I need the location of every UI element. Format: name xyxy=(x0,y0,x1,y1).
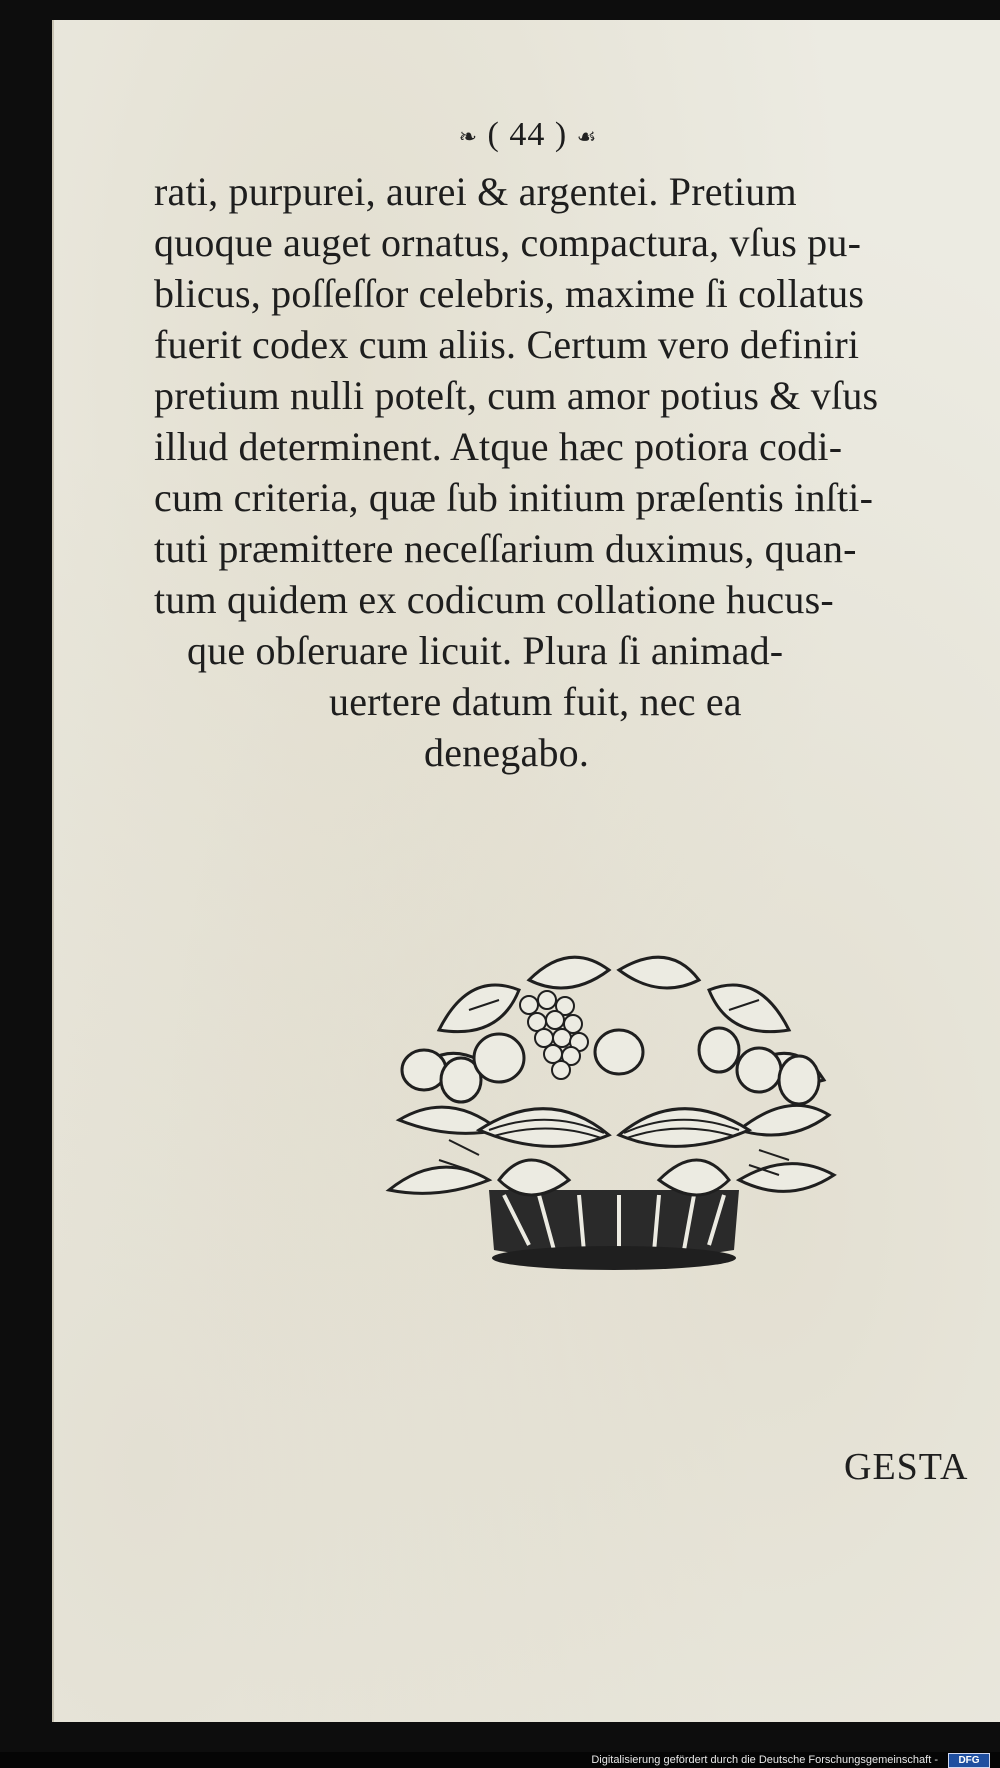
text-line: uertere datum fuit, nec ea xyxy=(329,679,742,724)
page-number: ( 44 ) xyxy=(487,116,568,153)
text-line: denegabo. xyxy=(424,730,590,775)
fruit-basket-woodcut-icon xyxy=(379,940,849,1280)
ornament-left-icon: ❧ xyxy=(458,124,479,150)
book-page xyxy=(52,20,1000,1722)
text-line: quoque auget ornatus, compactura, vſus pu- xyxy=(154,220,862,265)
text-line: tuti præmittere neceſſarium duximus, quan- xyxy=(154,526,857,571)
ornament-right-icon: ☙ xyxy=(576,124,598,150)
footer-bar xyxy=(0,1752,1000,1768)
text-line: cum criteria, quæ ſub initium præſentis inſti- xyxy=(154,475,874,520)
text-line: rati, purpurei, aurei & argentei. Pretium xyxy=(154,169,797,214)
footer-credit: Digitalisierung gefördert durch die Deutsche Forschungsgemeinschaft - xyxy=(591,1754,938,1766)
page-header xyxy=(54,116,1000,154)
text-line: que obſeruare licuit. Plura ſi animad- xyxy=(187,628,784,673)
dfg-logo: DFG xyxy=(948,1753,990,1768)
catchword: GESTA xyxy=(844,1446,969,1488)
text-line: fuerit codex cum aliis. Certum vero definiri xyxy=(154,322,860,367)
text-line: illud determinent. Atque hæc potiora codi- xyxy=(154,424,843,469)
text-line: pretium nulli poteſt, cum amor potius & vſus xyxy=(154,373,879,418)
text-line: blicus, poſſeſſor celebris, maxime ſi collatus xyxy=(154,271,865,316)
text-line: tum quidem ex codicum collatione hucus- xyxy=(154,577,834,622)
